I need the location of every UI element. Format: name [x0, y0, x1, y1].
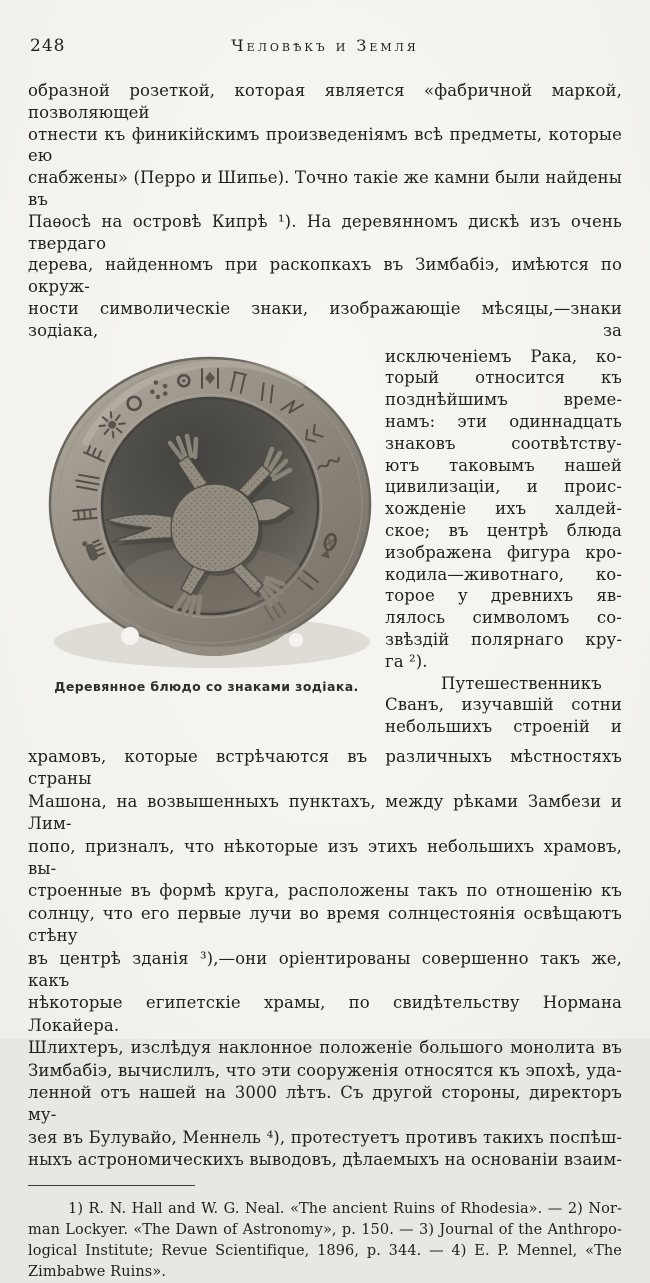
column-paragraph2-lines [385, 694, 622, 738]
page-header [0, 0, 650, 62]
figure-caption: Деревянное блюдо со знаками зодіака. [54, 678, 359, 694]
text-line: 1) R. N. Hall and W. G. Neal. «The ancient Ruins of Rhodesia». — 2) Nor- [68, 1200, 622, 1217]
text-line: солнцу, что его первые лучи во время солнцестоянія освѣщаютъ стѣну [28, 903, 622, 946]
footnote-last-line: Zimbabwe Ruins». [28, 1263, 167, 1280]
text-line: въ центрѣ зданія ³),—они оріентированы совершенно такъ же, какъ [28, 948, 622, 990]
text-line: ское; въ центрѣ блюда [385, 520, 622, 540]
text-line: попо, призналъ, что нѣкоторые изъ этихъ небольшихъ храмовъ, вы- [28, 836, 622, 878]
text-line: знаковъ соотвѣтству- [385, 433, 622, 453]
text-column [385, 344, 622, 738]
text-line: исключеніемъ Рака, ко- [385, 346, 622, 366]
circle-dot-glyph-icon [177, 374, 190, 387]
paragraph-last-line: га ²). [385, 651, 428, 671]
text-line: цивилизаціи, и проис- [385, 477, 622, 497]
text-line: торое у древнихъ яв- [385, 586, 622, 606]
text-line: позднѣйшимъ време- [385, 390, 622, 410]
text-line: хожденіе ихъ халдей- [385, 499, 622, 519]
text-line: торый относится къ [385, 368, 622, 388]
text-line: намъ: эти одиннадцать [385, 411, 622, 431]
text-line: Зимбабіэ, вычислилъ, что эти сооруженія относятся къ эпохѣ, уда- [28, 1060, 622, 1080]
text-line: лялось символомъ со- [385, 608, 622, 628]
figure-and-column-row [28, 344, 622, 738]
text-line: дерева, найденномъ при раскопкахъ въ Зимбабіэ, имѣются по окруж- [28, 255, 622, 297]
text-line: Паѳосѣ на островѣ Кипрѣ ¹). На деревянномъ дискѣ изъ очень твердаго [28, 211, 622, 253]
text-line: отнести къ финикійскимъ произведеніямъ всѣ предметы, которые ею [28, 124, 622, 166]
text-line: образной розеткой, которая является «фабричной маркой, позволяющей [28, 81, 622, 122]
footnotes [28, 1199, 622, 1283]
paragraph-top [28, 80, 622, 342]
paragraph-bottom [28, 746, 622, 1172]
edge-notch [289, 633, 303, 647]
text-line: кодила—животнаго, ко- [385, 564, 622, 584]
text-line: изображена фигура кро- [385, 542, 622, 562]
text-line: ныхъ астрономическихъ выводовъ, дѣлаемыхъ на основаніи взаим- [28, 1150, 622, 1170]
text-line: строенные въ формѣ круга, расположены такъ по отношенію къ [28, 881, 622, 901]
text-line: снабжены» (Перро и Шипье). Точно такіе же камни были найдены въ [28, 168, 622, 209]
paragraph2-first-line: Путешественникъ [441, 673, 602, 693]
text-line: ности символическіе знаки, изображающіе мѣсяцы,—знаки зодіака, за [28, 298, 622, 340]
edge-notch [121, 627, 139, 645]
text-line: зея въ Булувайо, Меннель ⁴), протестуетъ противъ такихъ поспѣш- [28, 1127, 622, 1147]
text-line: Сванъ, изучавшій сотни [385, 695, 622, 715]
column-paragraph-end [385, 346, 622, 651]
body-text [28, 80, 622, 1172]
text-line: звѣздій полярнаго кру- [385, 629, 622, 649]
text-line: Машона, на возвышенныхъ пунктахъ, между рѣками Замбези и Лим- [28, 791, 622, 834]
footnote-lines [28, 1199, 622, 1262]
text-line: небольшихъ строеній и [385, 717, 622, 737]
text-line: храмовъ, которые встрѣчаются въ различныхъ мѣстностяхъ страны [28, 746, 622, 789]
footnote-divider [28, 1185, 195, 1186]
text-line: нѣкоторые египетскіе храмы, по свидѣтельству Нормана Локайера. [28, 993, 622, 1035]
running-title: Человѣкъ и Земля [231, 36, 419, 55]
text-line: ютъ таковымъ нашей [385, 455, 622, 475]
text-line: Шлихтеръ, изслѣдуя наклонное положеніе большого монолита въ [28, 1038, 622, 1058]
wooden-zodiac-dish-photo [34, 352, 384, 670]
figure-wooden-dish [28, 344, 385, 738]
text-line: man Lockyer. «The Dawn of Astronomy», p. 150. — 3) Journal of the Anthropo- [28, 1221, 622, 1238]
text-line: logical Institute; Revue Scientifique, 1896, p. 344. — 4) E. P. Mennel, «The [28, 1242, 622, 1259]
page-number: 248 [30, 36, 66, 56]
text-line: ленной отъ нашей на 3000 лѣтъ. Съ другой стороны, директоръ му- [28, 1083, 622, 1125]
